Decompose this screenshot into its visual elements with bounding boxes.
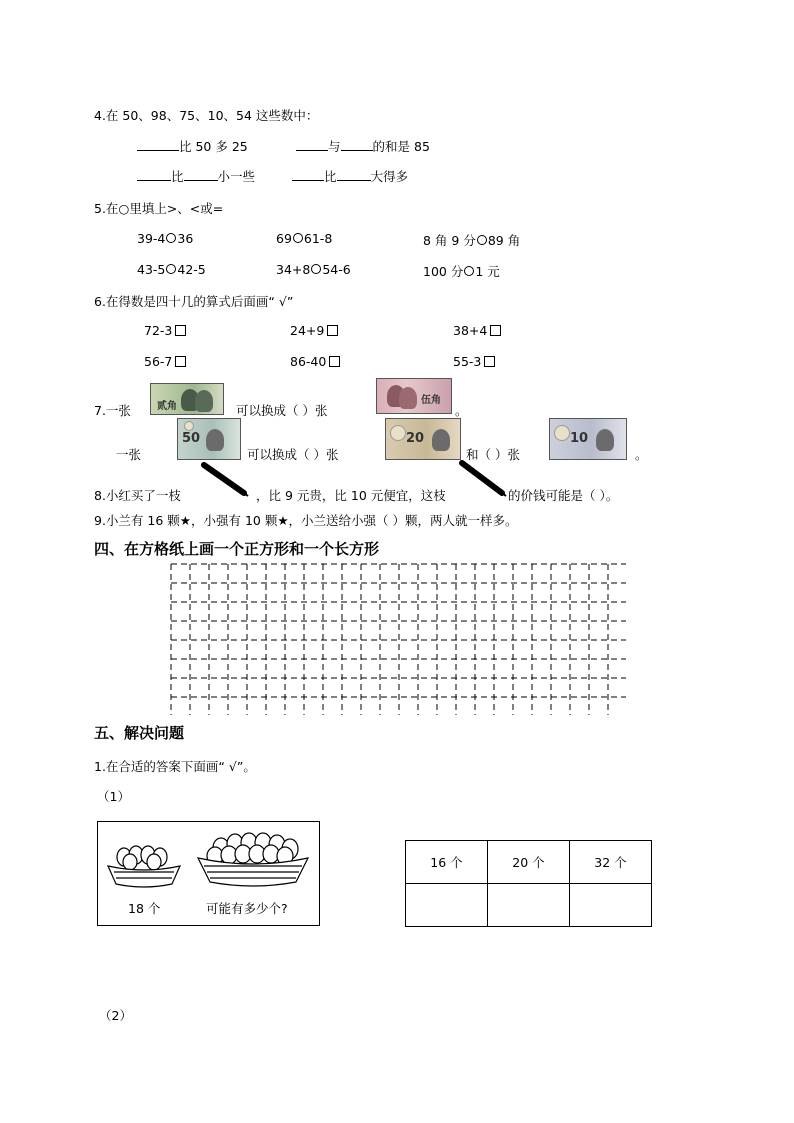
note-denomination: 伍角 — [421, 395, 441, 406]
note-denomination: 20 — [406, 431, 425, 446]
answer-table — [405, 840, 652, 927]
fifty-yuan-note-image — [177, 418, 241, 460]
sub-question-2-label: （2） — [99, 1008, 132, 1023]
answer-check-row — [406, 884, 652, 927]
compare-circle[interactable] — [311, 264, 321, 274]
check-box[interactable] — [175, 356, 186, 367]
note-denomination: 50 — [182, 431, 201, 446]
answer-blank[interactable] — [292, 169, 324, 181]
answer-blank[interactable] — [296, 139, 328, 151]
q6-item-6: 55-3 — [453, 354, 495, 369]
q4-line-d: 比 大得多 — [292, 167, 408, 185]
compare-circle[interactable] — [166, 264, 176, 274]
q6-item-1: 72-3 — [144, 323, 186, 338]
basket-left-label: 18 个 — [128, 901, 161, 916]
answer-header-row — [406, 841, 652, 884]
q7-line1-mid: 可以换成（ ）张 — [236, 403, 328, 418]
basket-right-label: 可能有多少个? — [206, 901, 288, 916]
q4-line-b: 与 的和是 85 — [296, 137, 430, 155]
q6-item-5: 86-40 — [290, 354, 340, 369]
check-box[interactable] — [490, 325, 501, 336]
q5-prompt: 5.在○里填上>、<或= — [94, 201, 224, 216]
q9-text: 9.小兰有 16 颗★，小强有 10 颗★，小兰送给小强（ ）颗，两人就一样多。 — [94, 513, 518, 528]
twenty-yuan-note-image — [385, 418, 461, 460]
answer-check-cell[interactable] — [570, 884, 652, 927]
section4-heading: 四、在方格纸上画一个正方形和一个长方形 — [94, 540, 380, 558]
q6-item-2: 24+9 — [290, 323, 338, 338]
q7-line2-end: 。 — [635, 447, 648, 462]
ten-yuan-note-image — [549, 418, 627, 460]
compare-circle[interactable] — [166, 233, 176, 243]
check-box[interactable] — [175, 325, 186, 336]
pen-icon — [200, 462, 250, 498]
q4-line-c: 比 小一些 — [137, 167, 255, 185]
check-box[interactable] — [484, 356, 495, 367]
q5-item-1: 39-4 36 — [137, 231, 194, 246]
section5-heading: 五、解决问题 — [94, 724, 185, 742]
answer-blank[interactable] — [341, 139, 373, 151]
compare-circle[interactable] — [293, 233, 303, 243]
q7-line2-start: 一张 — [116, 447, 142, 462]
answer-blank[interactable] — [184, 169, 218, 181]
q5-item-6: 100 分 1 元 — [423, 264, 500, 279]
basket-illustration — [97, 821, 320, 926]
q8-mid: ，比 9 元贵，比 10 元便宜，这枝 — [256, 488, 446, 503]
sub-question-1-label: （1） — [97, 789, 130, 804]
pen-icon — [458, 460, 508, 498]
q5-item-3: 8 角 9 分 89 角 — [423, 233, 521, 248]
compare-circle[interactable] — [477, 235, 487, 245]
two-jiao-note-image — [150, 383, 224, 415]
answer-option: 20 个 — [488, 841, 570, 884]
note-denomination: 贰角 — [157, 401, 177, 412]
q8-start: 8.小红买了一枝 — [94, 488, 181, 503]
answer-check-cell[interactable] — [406, 884, 488, 927]
q8-end: 的价钱可能是（ ）。 — [508, 488, 619, 503]
section5-q1-prompt: 1.在合适的答案下面画“ √”。 — [94, 759, 256, 774]
answer-option: 32 个 — [570, 841, 652, 884]
check-box[interactable] — [327, 325, 338, 336]
q5-item-5: 34+8 54-6 — [276, 262, 351, 277]
q7-line2-and: 和（ ）张 — [466, 447, 520, 462]
dashed-square-grid[interactable] — [170, 563, 628, 718]
note-denomination: 10 — [570, 431, 589, 446]
q6-item-4: 56-7 — [144, 354, 186, 369]
q4-prompt: 4.在 50、98、75、10、54 这些数中： — [94, 108, 319, 123]
check-box[interactable] — [329, 356, 340, 367]
five-jiao-note-image — [376, 378, 452, 414]
q6-item-3: 38+4 — [453, 323, 501, 338]
q7-line2-mid: 可以换成（ ）张 — [247, 447, 339, 462]
q7-line1-start: 7.一张 — [94, 403, 131, 418]
q6-prompt: 6.在得数是四十几的算式后面画“ √” — [94, 294, 294, 309]
q5-item-2: 69 61-8 — [276, 231, 333, 246]
q5-item-4: 43-5 42-5 — [137, 262, 206, 277]
answer-blank[interactable] — [137, 169, 171, 181]
q4-line-a: 比 50 多 25 — [137, 137, 248, 155]
q7-line1-end: 。 — [455, 403, 468, 418]
compare-circle[interactable] — [464, 266, 474, 276]
answer-option: 16 个 — [406, 841, 488, 884]
answer-check-cell[interactable] — [488, 884, 570, 927]
answer-blank[interactable] — [137, 139, 179, 151]
answer-blank[interactable] — [337, 169, 371, 181]
